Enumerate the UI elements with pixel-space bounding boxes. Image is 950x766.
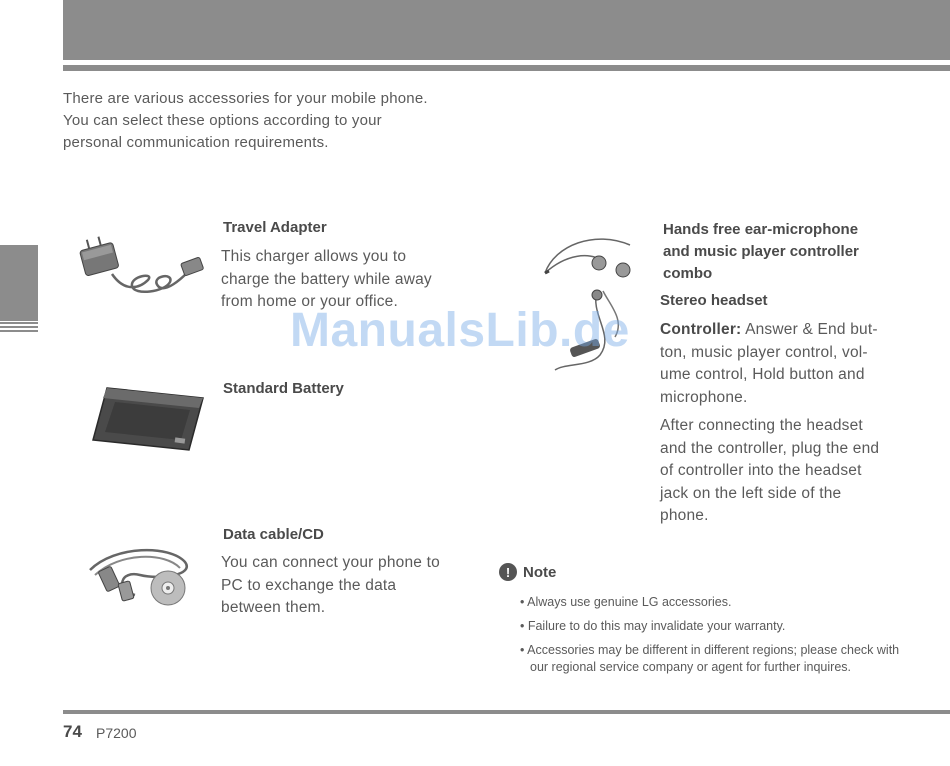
note-item: • Always use genuine LG accessories. [520,595,732,609]
battery-illustration [85,380,215,460]
note-header [499,563,556,581]
page-number: 74 [63,722,82,741]
travel-adapter-description: This charger allows you to charge the battery while away from home or your office. [221,248,432,310]
controller-label: Controller: [660,321,742,338]
side-tab-lines [0,322,38,334]
intro-paragraph: There are various accessories for your mobile phone. You can select these options according to your personal communication requirements. [63,90,428,151]
footer-rule [63,710,950,714]
note-label: Note [523,563,557,581]
stereo-headset-subtitle: Stereo headset [660,292,768,309]
watermark: ManualsLib.de [290,304,630,357]
headset-controller-description: Controller: Answer & End but- ton, music player control, vol- ume control, Hold button and microphone. [660,321,878,406]
header-rule [63,65,950,71]
model-name: P7200 [96,725,137,741]
note-item: • Accessories may be different in different regions; please check with our regional service company or agent for further inquires. [520,643,900,674]
header-bar [63,0,950,60]
side-tab [0,245,38,321]
data-cable-title: Data cable/CD [223,526,324,543]
note-list [520,594,900,683]
standard-battery-title: Standard Battery [223,380,344,397]
data-cable-cd-illustration [80,540,205,610]
data-cable-description: You can connect your phone to PC to exchange the data between them. [221,554,440,616]
note-item: • Failure to do this may invalidate your warranty. [520,619,786,633]
travel-adapter-title: Travel Adapter [223,219,327,236]
exclamation-icon: ! [499,563,517,581]
headset-connection-description: After connecting the headset and the controller, plug the end of controller into the headset jack on the left side of the phone. [660,417,880,524]
travel-adapter-illustration [70,228,210,300]
headset-title: Hands free ear-microphone and music player controller combo [663,221,859,282]
